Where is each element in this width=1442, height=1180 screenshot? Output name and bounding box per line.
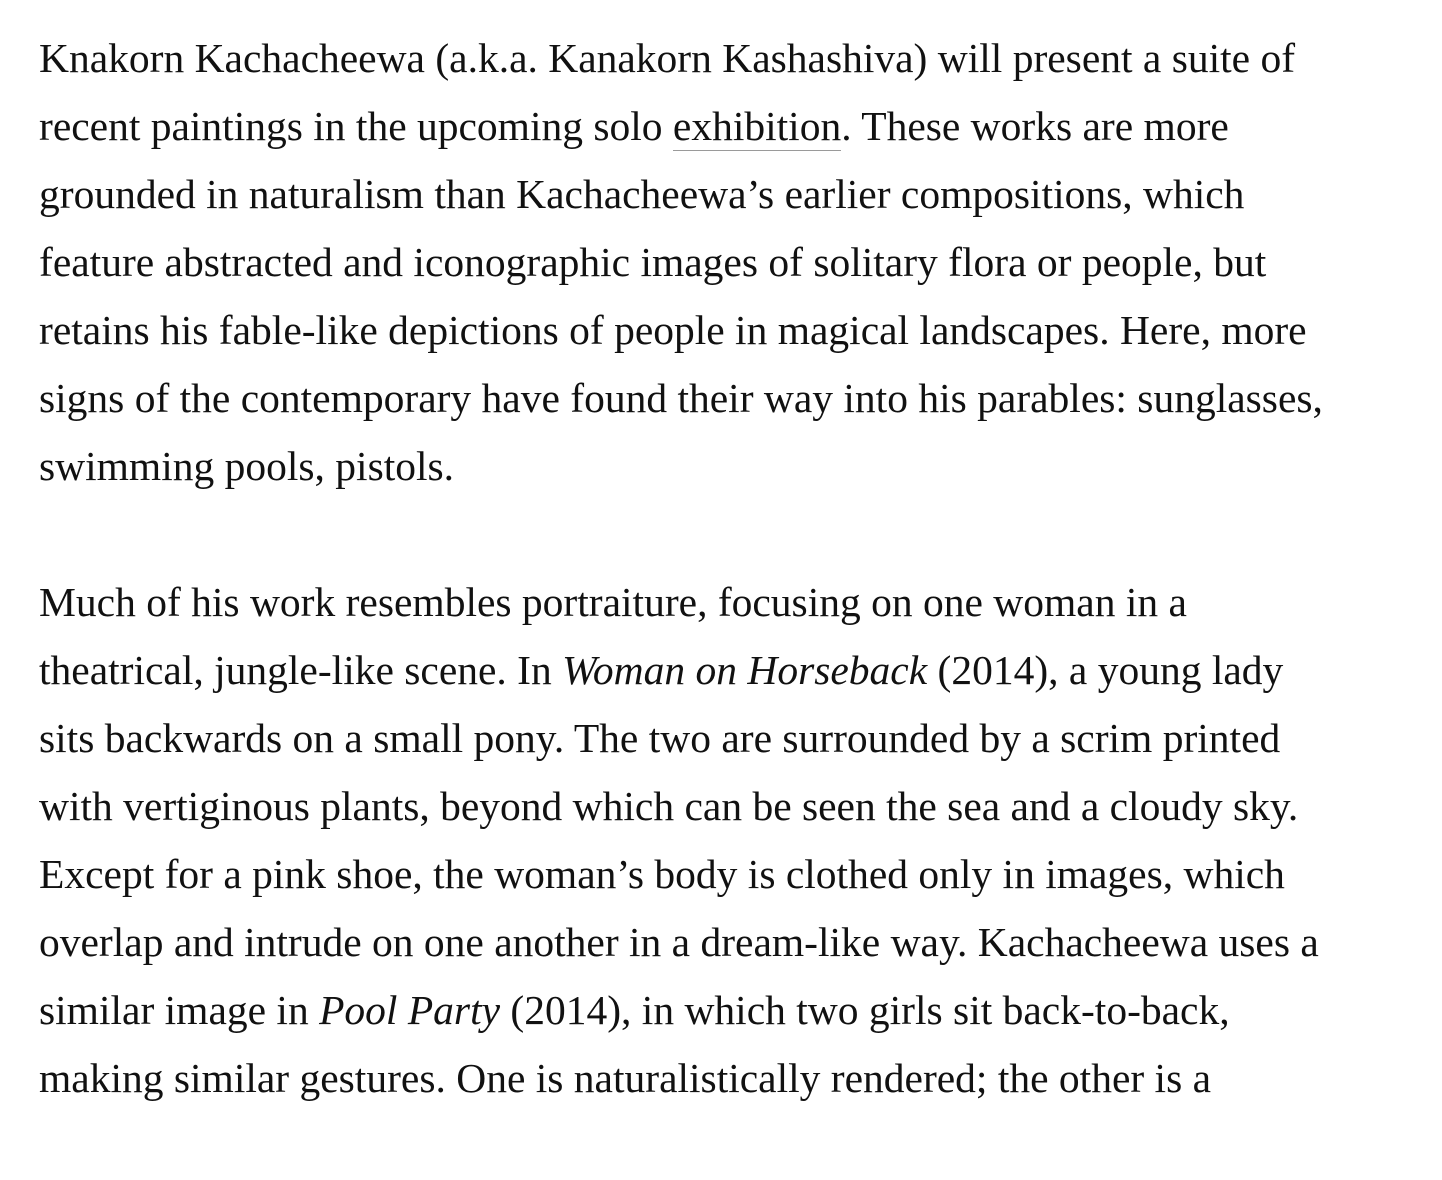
text-segment: . These works are more (841, 103, 1229, 149)
text-line: signs of the contemporary have found their way into his parables: sunglasses, (39, 375, 1323, 421)
text-line (39, 92, 1419, 160)
artwork-title: Woman on Horseback (562, 647, 928, 693)
exhibition-link[interactable]: exhibition (672, 103, 842, 149)
text-line (39, 976, 1419, 1044)
text-segment: recent paintings in the upcoming solo (39, 103, 673, 149)
artwork-title: Pool Party (319, 987, 501, 1033)
text-line: Except for a pink shoe, the woman’s body is clothed only in images, which (39, 851, 1285, 897)
text-segment: similar image in (39, 987, 320, 1033)
paragraph-1 (39, 24, 1419, 500)
text-line: overlap and intrude on one another in a dream-like way. Kachacheewa uses a (39, 919, 1319, 965)
text-line: making similar gestures. One is naturalistically rendered; the other is a (39, 1055, 1212, 1101)
text-segment: (2014), in which two girls sit back-to-back, (500, 987, 1230, 1033)
text-segment: theatrical, jungle-like scene. In (39, 647, 563, 693)
text-line: grounded in naturalism than Kachacheewa’s earlier compositions, which (39, 171, 1245, 217)
text-line: Knakorn Kachacheewa (a.k.a. Kanakorn Kashashiva) will present a suite of (39, 35, 1296, 81)
text-line: sits backwards on a small pony. The two are surrounded by a scrim printed (39, 715, 1281, 761)
text-line: retains his fable-like depictions of people in magical landscapes. Here, more (39, 307, 1307, 353)
text-line: Much of his work resembles portraiture, focusing on one woman in a (39, 579, 1187, 625)
text-line: swimming pools, pistols. (39, 443, 455, 489)
text-line: feature abstracted and iconographic images of solitary flora or people, but (39, 239, 1267, 285)
article-body (39, 24, 1419, 1180)
paragraph-2 (39, 568, 1419, 1112)
text-line: with vertiginous plants, beyond which can be seen the sea and a cloudy sky. (39, 783, 1299, 829)
text-segment: (2014), a young lady (927, 647, 1284, 693)
text-line (39, 636, 1419, 704)
